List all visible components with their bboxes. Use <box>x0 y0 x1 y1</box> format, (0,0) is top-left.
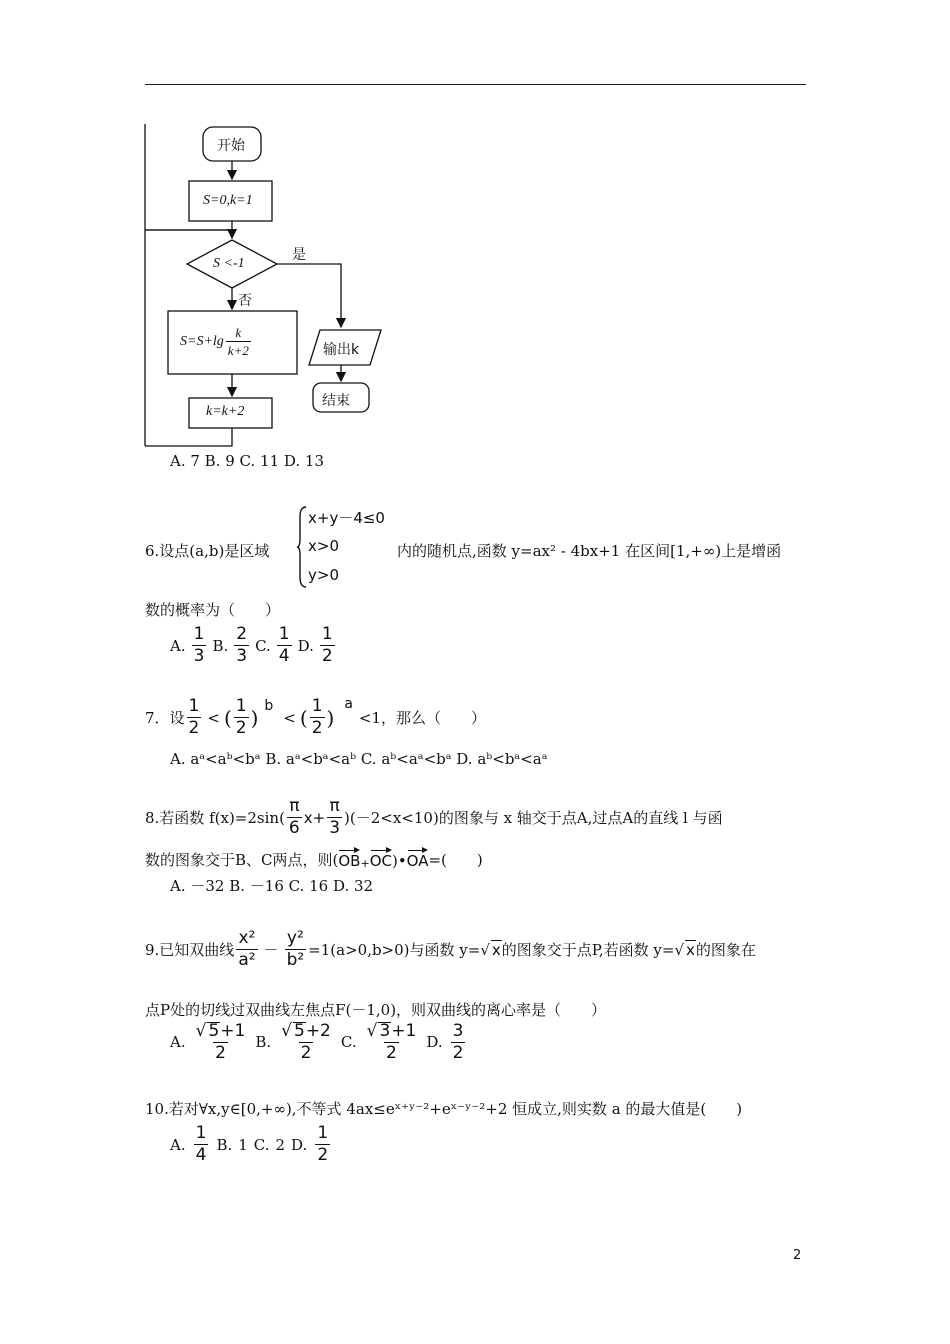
q7-paren-close-1: ) <box>250 705 259 730</box>
radicand: 5 <box>293 1021 305 1041</box>
q10-opt-c-label: C. <box>253 1135 270 1154</box>
num: π <box>329 796 340 816</box>
end-label: 结束 <box>322 393 350 409</box>
num: 1 <box>311 696 323 716</box>
q10-text: 10.若对∀x,y∈[0,+∞),不等式 4ax≤eˣ⁺ʸ⁻²+eˣ⁻ʸ⁻²+2 恒成立,则实数 a 的最大值是( ) <box>145 1100 743 1118</box>
plus: +1 <box>391 1021 417 1041</box>
q8-frac-1 <box>287 798 302 837</box>
start-label: 开始 <box>217 138 245 154</box>
q9-mid2: 的图象交于点P,若函数 y= <box>501 941 675 959</box>
q6-opt-b <box>234 626 249 665</box>
q7-paren-close-2: ) <box>326 705 335 730</box>
num: π <box>289 796 300 816</box>
den: 2 <box>235 718 247 738</box>
num: 1 <box>235 696 247 716</box>
q6-ineq-2: x>0 <box>308 537 339 555</box>
q8-prefix: 8.若函数 f(x)=2sin( <box>145 809 285 827</box>
q6-opt-d <box>320 626 335 665</box>
q8-vec-oa: OA <box>407 848 429 870</box>
num: y² <box>286 928 304 948</box>
q7-lt-2: < <box>283 708 296 727</box>
q7-frac-3 <box>310 698 325 737</box>
radicand: 3 <box>379 1021 391 1041</box>
q9-opt-d-label: D. <box>426 1033 443 1051</box>
q8-line2b: =( ) <box>428 851 483 869</box>
process-den: k+2 <box>227 343 249 358</box>
page-number: 2 <box>793 1248 802 1263</box>
q6-opt-b-label: B. <box>212 636 229 655</box>
radicand: x <box>491 941 501 959</box>
q8-frac-2 <box>327 798 342 837</box>
den: a² <box>238 950 256 970</box>
q6-opt-c <box>277 626 292 665</box>
num: 1 <box>195 1123 207 1143</box>
q9-frac-x <box>236 930 257 969</box>
init-label: S=0,k=1 <box>203 193 253 208</box>
q10-opt-b-label: B. <box>216 1135 233 1154</box>
update-label: k=k+2 <box>206 404 245 419</box>
den: 4 <box>195 1145 207 1165</box>
num: 1 <box>317 1123 329 1143</box>
den: 3 <box>329 818 341 838</box>
q9-opt-b: $\frac{√ 5+2}{2}$ <box>281 1021 331 1063</box>
plus: +2 <box>305 1021 331 1041</box>
yes-label: 是 <box>292 247 306 263</box>
header-rule <box>145 84 806 85</box>
den: 2 <box>188 718 200 738</box>
q9-line2: 点P处的切线过双曲线左焦点F(－1,0)，则双曲线的离心率是（ ） <box>145 1001 607 1019</box>
q6-ineq-1: x+y－4≤0 <box>308 509 385 527</box>
q10-options <box>170 1125 332 1164</box>
q7-exp-a: a <box>344 695 353 712</box>
num: 1 <box>321 624 333 644</box>
condition-label: S <-1 <box>213 256 245 271</box>
no-label: 否 <box>238 293 252 309</box>
num: 2 <box>236 624 248 644</box>
q10-opt-a <box>194 1125 209 1164</box>
den: 2 <box>311 718 323 738</box>
q10-opt-c: 2 <box>275 1135 286 1154</box>
den: 3 <box>236 646 248 666</box>
q10-opt-a-label: A. <box>170 1135 186 1154</box>
q7-paren-open-2: ( <box>299 705 308 730</box>
q6-opt-c-label: C. <box>255 636 271 655</box>
q10-opt-d <box>315 1125 330 1164</box>
radicand: 5 <box>208 1021 220 1041</box>
den: 3 <box>193 646 205 666</box>
q8-vec-ob: OB <box>338 848 360 870</box>
den: 2 <box>386 1043 397 1063</box>
radicand: x <box>686 941 695 959</box>
q10-opt-d-label: D. <box>291 1135 308 1154</box>
num: x² <box>238 928 256 948</box>
den: 4 <box>278 646 290 666</box>
q8-line1 <box>145 798 723 837</box>
q8-dot: )• <box>391 852 407 870</box>
q8-suffix: )(－2<x<10)的图象与 x 轴交于点A,过点A的直线 l 与函 <box>344 809 723 827</box>
q10-opt-b: 1 <box>238 1135 248 1154</box>
plus: +1 <box>220 1021 246 1041</box>
q8-line2a: 数的图象交于B、C两点，则( <box>145 851 339 869</box>
q8-vec-oc: OC <box>370 848 392 870</box>
q9-minus: － <box>263 941 279 959</box>
q6-opt-a <box>192 626 207 665</box>
q6-line2: 数的概率为（ ） <box>145 601 281 619</box>
q6-brace <box>296 505 308 590</box>
q6-ineq-3: y>0 <box>308 566 339 584</box>
q9-tail: 的图象在 <box>695 941 756 959</box>
q8-plus: + <box>360 857 370 870</box>
num: 1 <box>193 624 205 644</box>
q6-opt-a-label: A. <box>170 636 186 655</box>
q8-xplus: x+ <box>303 808 326 827</box>
den: 2 <box>321 646 333 666</box>
q6-suffix: 内的随机点,函数 y=ax² - 4bx+1 在区间[1,+∞)上是增函 <box>397 542 782 560</box>
process-num: k <box>235 325 242 340</box>
den: 6 <box>288 818 300 838</box>
q7-line <box>145 695 487 738</box>
q7-tail: <1，那么（ ） <box>358 709 487 727</box>
q9-opt-d <box>451 1020 466 1063</box>
q6-options <box>170 626 337 665</box>
num: 1 <box>188 696 200 716</box>
q9-mid: =1(a>0,b>0)与函数 y= <box>308 941 481 959</box>
den: 2 <box>452 1042 464 1063</box>
q5-options: A. 7 B. 9 C. 11 D. 13 <box>170 452 324 470</box>
q9-opt-c: $\frac{√ 3+1}{2}$ <box>366 1021 417 1063</box>
q8-options: A. －32 B. －16 C. 16 D. 32 <box>170 877 374 895</box>
num: 3 <box>452 1020 464 1041</box>
q6-prefix: 6.设点(a,b)是区域 <box>145 542 270 560</box>
q8-line2 <box>145 848 483 870</box>
q9-sqrt-1: √ x <box>480 941 501 959</box>
q9-opt-b-label: B. <box>255 1033 272 1051</box>
den: 2 <box>317 1145 329 1165</box>
q9-frac-y <box>285 930 307 969</box>
den: b² <box>286 950 305 970</box>
q7-frac-2 <box>234 698 249 737</box>
q9-opt-a-label: A. <box>170 1033 186 1051</box>
q7-paren-open-1: ( <box>223 705 232 730</box>
q9-prefix: 9.已知双曲线 <box>145 941 235 959</box>
q7-frac-1 <box>187 698 202 737</box>
den: 2 <box>215 1043 226 1063</box>
q6-opt-d-label: D. <box>297 636 314 655</box>
process-fraction <box>226 326 251 357</box>
q7-lt-1: < <box>207 708 220 727</box>
process-prefix: S=S+lg <box>180 333 224 349</box>
q9-opt-a: $\frac{√ 5+1}{2}$ <box>195 1021 246 1063</box>
process-label <box>180 326 253 357</box>
flowchart <box>140 118 400 458</box>
q9-sqrt-2: √ x <box>674 941 695 959</box>
q7-options: A. aᵃ<aᵇ<bᵃ B. aᵃ<bᵃ<aᵇ C. aᵇ<aᵃ<bᵃ D. aᵇ<bᵃ<aᵃ <box>170 750 548 768</box>
q9-line1 <box>145 930 756 969</box>
q7-exp-b: b <box>264 697 274 714</box>
num: 1 <box>278 624 290 644</box>
output-label: 输出k <box>323 342 360 358</box>
den: 2 <box>300 1043 312 1063</box>
q9-options <box>170 1022 467 1062</box>
q9-opt-c-label: C. <box>340 1033 357 1051</box>
q7-prefix: 7．设 <box>145 709 185 727</box>
